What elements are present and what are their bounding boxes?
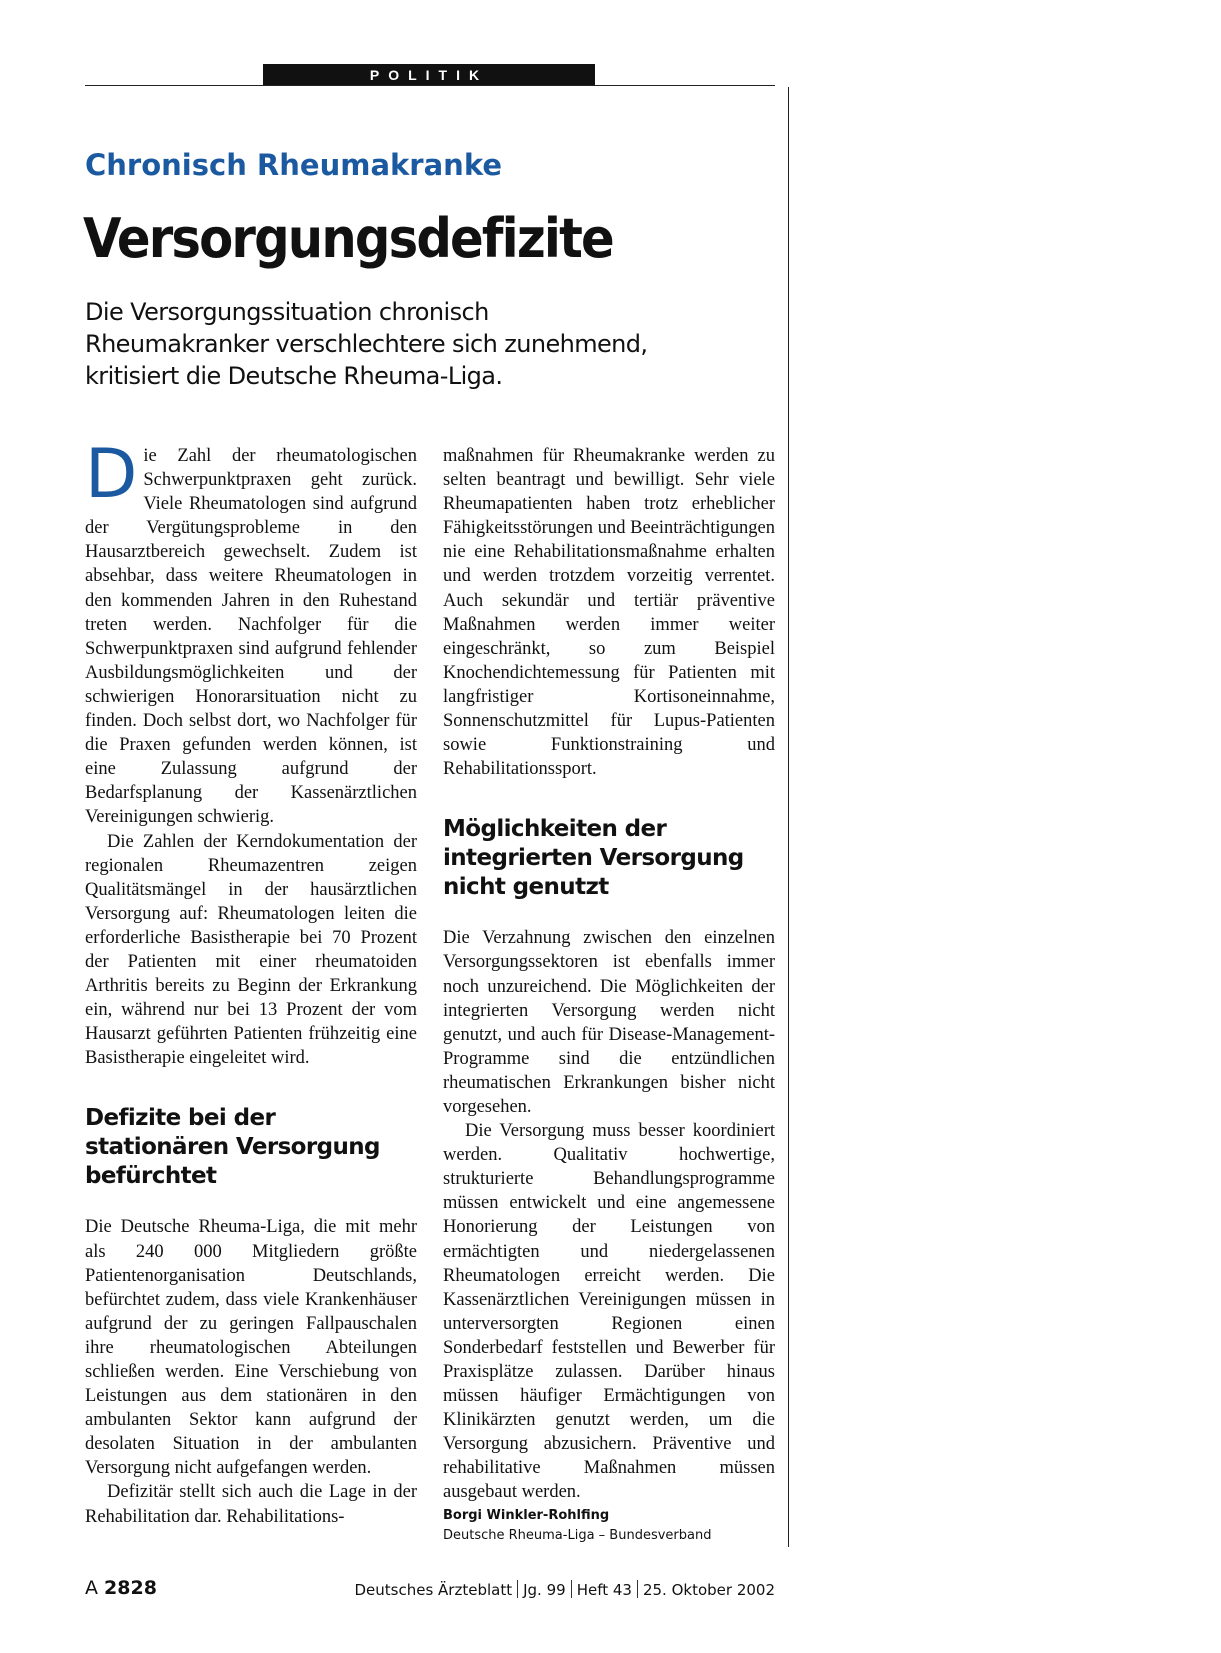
article-column-right: [443, 444, 775, 1505]
paragraph: Die Verzahnung zwischen den einzelnen Versorgungssektoren ist ebenfalls immer noch unzureichend. Die Möglichkeiten der integrierten Versorgung werden nicht genutzt, und auch für Disease-Management-Programme sind die entzündlichen rheumatischen Erkrankungen bisher nicht vorgesehen.: [443, 928, 775, 1117]
paragraph: Die Versorgung muss besser koordiniert werden. Qualitativ hochwertige, strukturierte Behandlungsprogramme müssen entwickelt und eine angemessene Honorierung der Leistungen von ermächtigten und niedergelassenen Rheumatologen erreicht werden. Die Kassenärztlichen Vereinigungen müssen in unterversorgten Regionen einen Sonderbedarf feststellen und Bewerber für Praxisplätze zulassen. Darüber hinaus müssen häufiger Ermächtigungen von Klinikärzten genutzt werden, um die Versorgung abzusichern. Präventive und rehabilitative Maßnahmen müssen ausgebaut werden.: [443, 1121, 775, 1503]
headline: Versorgungsdefizite: [83, 207, 613, 270]
separator: [517, 1580, 518, 1598]
paragraph: Die Deutsche Rheuma-Liga, die mit mehr als 240 000 Mitgliedern größte Patientenorganisation Deutschlands, befürchtet zudem, dass viele Krankenhäuser aufgrund der zu geringen Fallpauschalen ihre rheumatologischen Abteilungen schließen werden. Eine Verschiebung von Leistungen aus dem stationären in den ambulanten Sektor kann aufgrund der desolaten Situation in der ambulanten Versorgung nicht aufgefangen werden.: [85, 1217, 417, 1479]
issue: Heft 43: [576, 1581, 632, 1599]
issue-date: 25. Oktober 2002: [642, 1581, 775, 1599]
lead-paragraph: [85, 296, 725, 392]
paragraph: [85, 435, 417, 830]
footer-citation: [355, 1580, 776, 1599]
article-column-left: [85, 435, 417, 1529]
column-rule: [788, 87, 789, 1547]
separator: [571, 1580, 572, 1598]
volume: Jg. 99: [523, 1581, 566, 1599]
paragraph: Defizitär stellt sich auch die Lage in der Rehabilitation dar. Rehabilitations-: [85, 1482, 417, 1527]
paragraph: maßnahmen für Rheumakranke werden zu selten beantragt und bewilligt. Sehr viele Rheumapatienten haben trotz erheblicher Fähigkeitsstörungen und Beeinträchtigungen nie eine Rehabilitationsmaßnahme erhalten und werden trotzdem vorzeitig verrentet. Auch sekundär und tertiär präventive Maßnahmen werden immer weiter eingeschränkt, so zum Beispiel Knochendichtemessung für Patienten mit langfristiger Kortisoneinnahme, Sonnenschutzmittel für Lupus-Patienten sowie Funktionstraining und Rehabilitationssport.: [443, 446, 775, 780]
top-rule: [85, 85, 775, 86]
lead-line: Die Versorgungssituation chronisch: [85, 298, 489, 326]
page-number: [85, 1577, 157, 1599]
page-prefix: A: [85, 1577, 98, 1599]
subheading: Defizite bei der stationären Versorgung befürchtet: [85, 1105, 380, 1190]
lead-line: Rheumakranker verschlechtere sich zunehmend,: [85, 330, 648, 358]
page-number-value: 2828: [104, 1577, 157, 1599]
paragraph-text: ie Zahl der rheumatologischen Schwerpunktpraxen geht zurück. Viele Rheumatologen sind aufgrund der Vergütungsprobleme in den Hausarztbereich gewechselt. Zudem ist absehbar, dass weitere Rheumatologen in den kommenden Jahren in den Ruhestand treten werden. Nachfolger für die Schwerpunktpraxen sind aufgrund fehlender Ausbildungsmöglichkeiten und der schwierigen Honorarsituation nicht zu finden. Doch selbst dort, wo Nachfolger für die Praxen gefunden werden können, ist eine Zulassung aufgrund der Bedarfsplanung der Kassenärztlichen Vereinigungen schwierig.: [85, 446, 417, 828]
author-name: Borgi Winkler-Rohlfing: [443, 1508, 610, 1523]
lead-line: kritisiert die Deutsche Rheuma-Liga.: [85, 362, 503, 390]
separator: [637, 1580, 638, 1598]
subheading: Möglichkeiten der integrierten Versorgung nicht genutzt: [443, 816, 744, 901]
journal-name: Deutsches Ärzteblatt: [354, 1581, 513, 1599]
author-organization: Deutsche Rheuma-Liga – Bundesverband: [443, 1528, 712, 1543]
section-label: POLITIK: [263, 64, 595, 86]
drop-cap: D: [85, 435, 138, 514]
kicker: Chronisch Rheumakranke: [85, 148, 502, 182]
paragraph: Die Zahlen der Kerndokumentation der regionalen Rheumazentren zeigen Qualitätsmängel in der hausärztlichen Versorgung auf: Rheumatologen leiten die erforderliche Basistherapie bei 70 Prozent der Patienten mit einer rheumatoiden Arthritis bereits zu Beginn der Erkrankung ein, während nur bei 13 Prozent der vom Hausarzt geführten Patienten frühzeitig eine Basistherapie eingeleitet wird.: [85, 831, 417, 1069]
author-block: [443, 1506, 711, 1546]
